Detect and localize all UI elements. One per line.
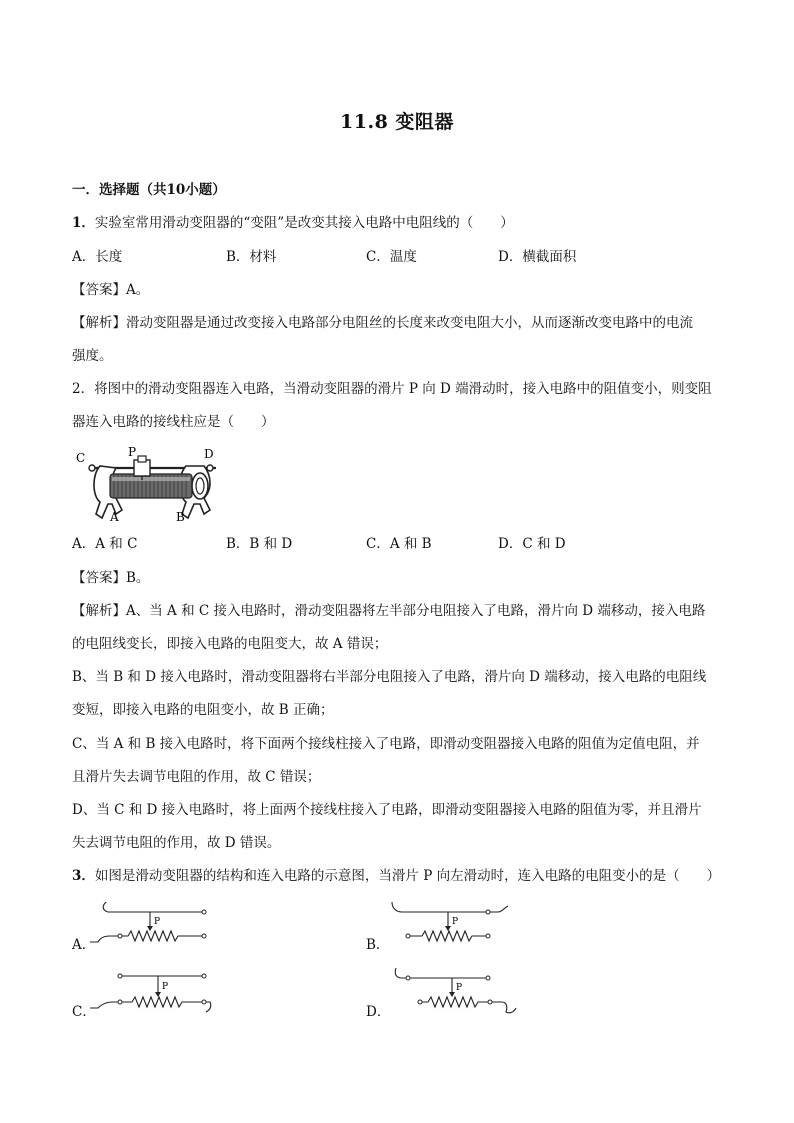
- question-3-stem: [72, 867, 720, 885]
- q2-option-c: C．A 和 B: [366, 536, 432, 552]
- q1-analysis-line: 【解析】滑动变阻器是通过改变接入电路部分电阻丝的长度来改变电阻大小，从而逐渐改变电路中的电流: [72, 315, 693, 331]
- question-text: 实验室常用滑动变阻器的“变阻”是改变其接入电路中电阻线的（ ）: [94, 215, 514, 231]
- rheostat-figure: [72, 442, 222, 524]
- question-number: 1．: [72, 215, 95, 231]
- q2-analysis-line: 变短，即接入电路的电阻变小，故 B 正确；: [72, 702, 334, 718]
- slider-label: P: [162, 982, 169, 992]
- figure-label-d: D: [204, 447, 214, 461]
- section-heading: 一．选择题（共10小题）: [72, 182, 226, 198]
- q2-analysis-line: 【解析】A、当 A 和 C 接入电路时，滑动变阻器将左半部分电阻接入了电路，滑片向 D 端移动，接入电路: [72, 603, 706, 619]
- figure-label-b: B: [176, 510, 185, 524]
- circuit-c-diagram: [88, 966, 212, 1018]
- q2-analysis-line: B、当 B 和 D 接入电路时，滑动变阻器将右半部分电阻接入了电路，滑片向 D 端移动，接入电路的电阻线: [72, 669, 707, 685]
- circuit-a-diagram: [88, 900, 212, 952]
- circuit-b-diagram: [388, 900, 512, 952]
- figure-label-p: P: [128, 445, 137, 459]
- question-2-stem: [72, 380, 712, 398]
- q2-option-d: D．C 和 D: [498, 536, 566, 552]
- question-text: 如图是滑动变阻器的结构和连入电路的示意图，当滑片 P 向左滑动时，连入电路的电阻变小的是（ ）: [94, 868, 721, 884]
- q2-analysis-line: D、当 C 和 D 接入电路时，将上面两个接线柱接入了电路，即滑动变阻器接入电路的阻值为零，并且滑片: [72, 802, 702, 818]
- q2-answer: 【答案】B。: [72, 570, 150, 586]
- q1-option-b: B．材料: [226, 249, 277, 265]
- figure-label-c: C: [76, 451, 86, 465]
- q2-option-a: A．A 和 C: [72, 536, 138, 552]
- q1-answer: 【答案】A。: [72, 282, 150, 298]
- q1-analysis-line: 强度。: [72, 348, 113, 364]
- q1-option-a: A．长度: [72, 249, 123, 265]
- question-number: 2．: [72, 381, 95, 397]
- question-number: 3．: [72, 868, 95, 884]
- q3-option-d-label: D．: [366, 1004, 391, 1020]
- q3-option-b-label: B．: [366, 937, 390, 953]
- q3-option-c-label: C．: [72, 1004, 96, 1020]
- q1-option-c: C．温度: [366, 249, 417, 265]
- q2-analysis-line: 的电阻线变长，即接入电路的电阻变大，故 A 错误；: [72, 636, 388, 652]
- slider-label: P: [456, 983, 463, 993]
- circuit-d-diagram: [388, 966, 518, 1018]
- question-2-stem-cont: 器连入电路的接线柱应是（ ）: [72, 414, 275, 430]
- slider-label: P: [452, 917, 459, 927]
- question-1-stem: [72, 214, 514, 232]
- q1-option-d: D．横截面积: [498, 249, 577, 265]
- q2-analysis-line: 且滑片失去调节电阻的作用，故 C 错误；: [72, 769, 321, 785]
- question-text: 将图中的滑动变阻器连入电路，当滑动变阻器的滑片 P 向 D 端滑动时，接入电路中的阻值变小，则变阻: [94, 381, 712, 397]
- figure-label-a: A: [110, 510, 119, 524]
- q2-analysis-line: C、当 A 和 B 接入电路时，将下面两个接线柱接入了电路，即滑动变阻器接入电路的阻值为定值电阻，并: [72, 736, 700, 752]
- page-title: 11.8 变阻器: [340, 111, 454, 133]
- q2-option-b: B．B 和 D: [226, 536, 293, 552]
- q2-analysis-line: 失去调节电阻的作用，故 D 错误。: [72, 835, 281, 851]
- slider-label: P: [154, 917, 161, 927]
- q3-option-a-label: A．: [72, 937, 96, 953]
